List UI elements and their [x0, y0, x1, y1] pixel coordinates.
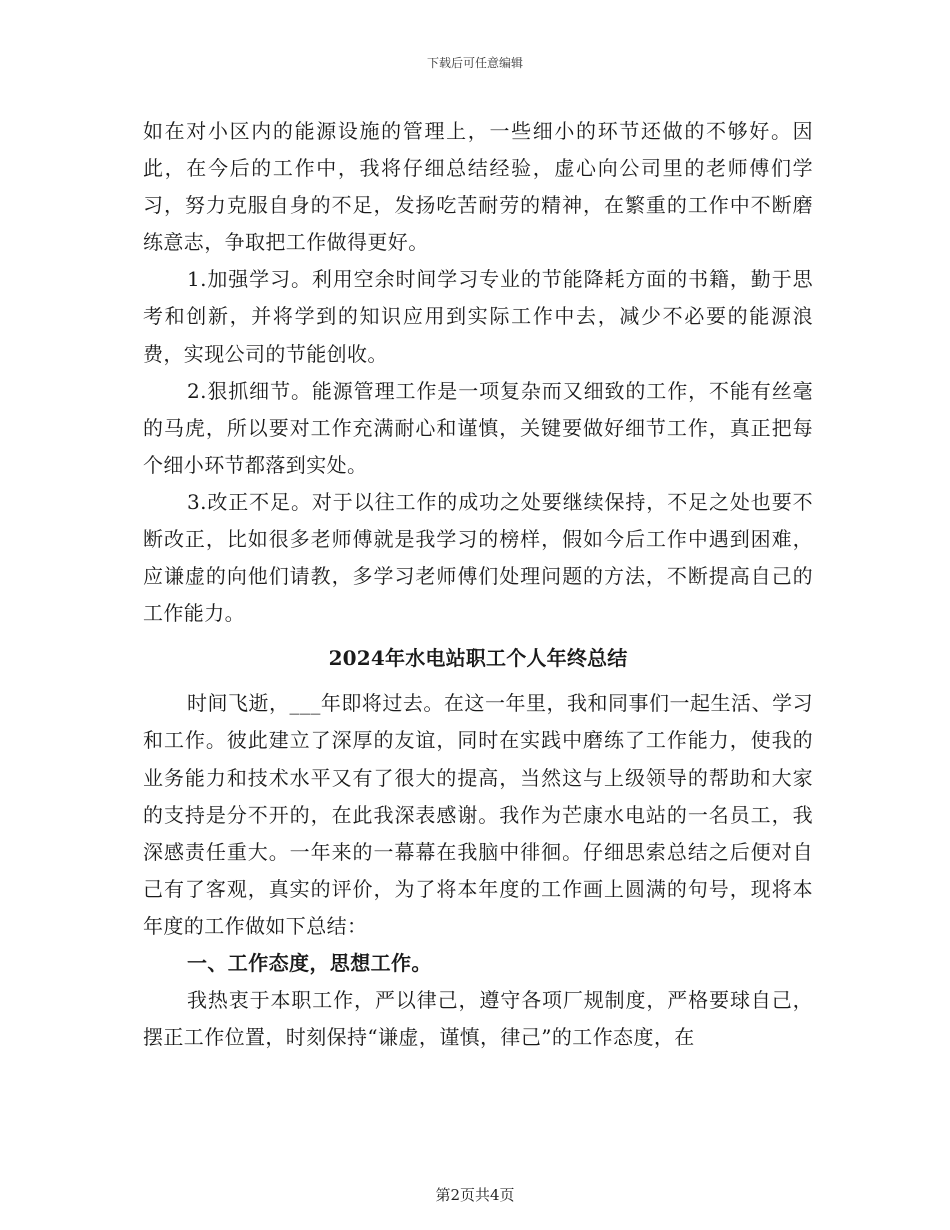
- paragraph-attitude: 我热衷于本职工作，严以律己，遵守各项厂规制度，严格要球自己，摆正工作位置，时刻保持“谦虚，谨慎，律己”的工作态度，在: [143, 988, 813, 1050]
- document-body: [143, 113, 813, 1056]
- paragraph-item-1: 1.加强学习。利用空余时间学习专业的节能降耗方面的书籍，勤于思考和创新，并将学到的知识应用到实际工作中去，减少不必要的能源浪费，实现公司的节能创收。: [143, 267, 813, 366]
- paragraph-item-3: 3.改正不足。对于以往工作的成功之处要继续保持，不足之处也要不断改正，比如很多老师傅就是我学习的榜样，假如今后工作中遇到困难，应谦虚的向他们请教，多学习老师傅们处理问题的方法，不断提高自己的工作能力。: [143, 489, 813, 626]
- page-number: 第2页共4页: [435, 1186, 515, 1204]
- subheading-work-attitude: 一、工作态度，思想工作。: [187, 950, 432, 975]
- page-header-note: 下载后可任意编辑: [426, 56, 523, 70]
- paragraph-opening: 时间飞逝，___年即将过去。在这一年里，我和同事们一起生活、学习和工作。彼此建立了深厚的友谊，同时在实践中磨练了工作能力，使我的业务能力和技术水平又有了很大的提高，当然这与上级领导的帮助和大家的支持是分不开的，在此我深表感谢。我作为芒康水电站的一名员工，我深感责任重大。一年来的一幕幕在我脑中徘徊。仔细思索总结之后便对自己有了客观，真实的评价，为了将本年度的工作画上圆满的句号，现将本年度的工作做如下总结：: [143, 691, 813, 938]
- paragraph-item-2: 2.狠抓细节。能源管理工作是一项复杂而又细致的工作，不能有丝毫的马虎，所以要对工作充满耐心和谨慎，关键要做好细节工作，真正把每个细小环节都落到实处。: [143, 378, 813, 477]
- section-title: 2024年水电站职工个人年终总结: [328, 646, 628, 671]
- paragraph-intro: 如在对小区内的能源设施的管理上，一些细小的环节还做的不够好。因此，在今后的工作中，我将仔细总结经验，虚心向公司里的老师傅们学习，努力克服自身的不足，发扬吃苦耐劳的精神，在繁重的工作中不断磨练意志，争取把工作做得更好。: [143, 119, 813, 255]
